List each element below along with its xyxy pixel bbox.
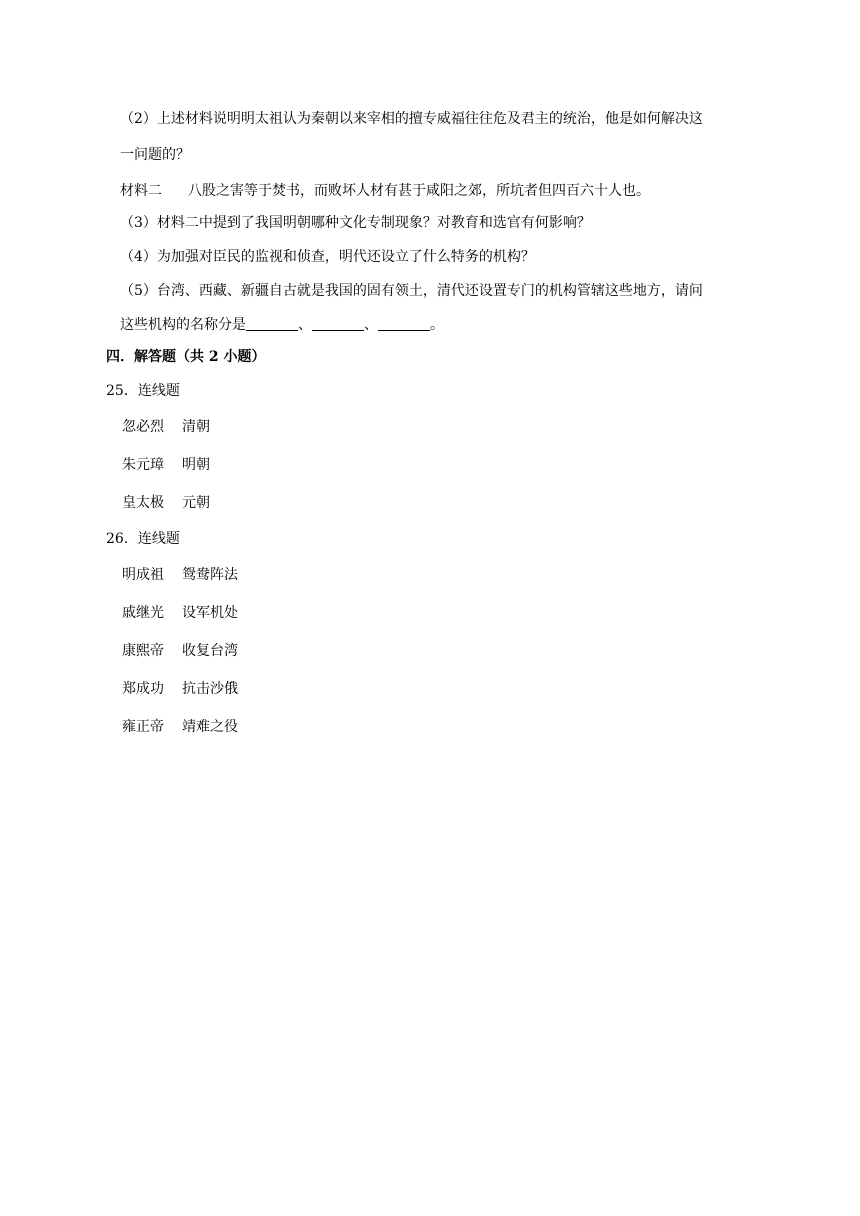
match-row [122,679,238,699]
match-right[interactable]: 抗击沙俄 [182,681,238,697]
section-title: 四．解答题（共 2 小题） [106,349,266,365]
q24-part5-line1: （5）台湾、西藏、新疆自古就是我国的固有领土，清代还设置专门的机构管辖这些地方，请问 [120,283,703,299]
material2-label: 材料二 [120,183,162,199]
match-row [122,493,210,513]
match-right[interactable]: 收复台湾 [182,643,238,659]
match-left[interactable]: 皇太极 [122,495,164,511]
material2 [120,181,650,201]
match-right[interactable]: 设军机处 [182,605,238,621]
material2-text: 八股之害等于焚书，而败坏人材有甚于咸阳之郊，所坑者但四百六十人也。 [188,183,650,199]
sentence-end: 。 [430,317,444,333]
match-left[interactable]: 忽必烈 [122,419,164,435]
q24-part2-line2: 一问题的？ [120,147,190,163]
q26-title: 26．连线题 [106,531,180,547]
q25-title: 25．连线题 [106,383,180,399]
match-left[interactable]: 朱元璋 [122,457,164,473]
match-right[interactable]: 明朝 [182,457,210,473]
match-row [122,641,238,661]
match-row [122,565,238,585]
match-row [122,455,210,475]
q24-part3: （3）材料二中提到了我国明朝哪种文化专制现象？对教育和选官有何影响？ [120,215,591,231]
match-left[interactable]: 戚继光 [122,605,164,621]
separator-1: 、 [298,317,312,333]
answer-blank-3[interactable] [378,316,430,331]
match-left[interactable]: 雍正帝 [122,719,164,735]
q24-part2-line1: （2）上述材料说明明太祖认为秦朝以来宰相的擅专威福往往危及君主的统治，他是如何解决这 [120,111,703,127]
match-row [122,603,238,623]
match-left[interactable]: 郑成功 [122,681,164,697]
separator-2: 、 [364,317,378,333]
q24-part5-line2 [120,315,444,335]
match-left[interactable]: 明成祖 [122,567,164,583]
match-right[interactable]: 靖难之役 [182,719,238,735]
match-right[interactable]: 鸳鸯阵法 [182,567,238,583]
match-row [122,417,210,437]
match-right[interactable]: 元朝 [182,495,210,511]
match-right[interactable]: 清朝 [182,419,210,435]
q24-part4: （4）为加强对臣民的监视和侦查，明代还设立了什么特务的机构？ [120,249,535,265]
part5-prefix: 这些机构的名称分是 [120,317,246,333]
answer-blank-1[interactable] [246,316,298,331]
answer-blank-2[interactable] [312,316,364,331]
match-left[interactable]: 康熙帝 [122,643,164,659]
match-row [122,717,238,737]
